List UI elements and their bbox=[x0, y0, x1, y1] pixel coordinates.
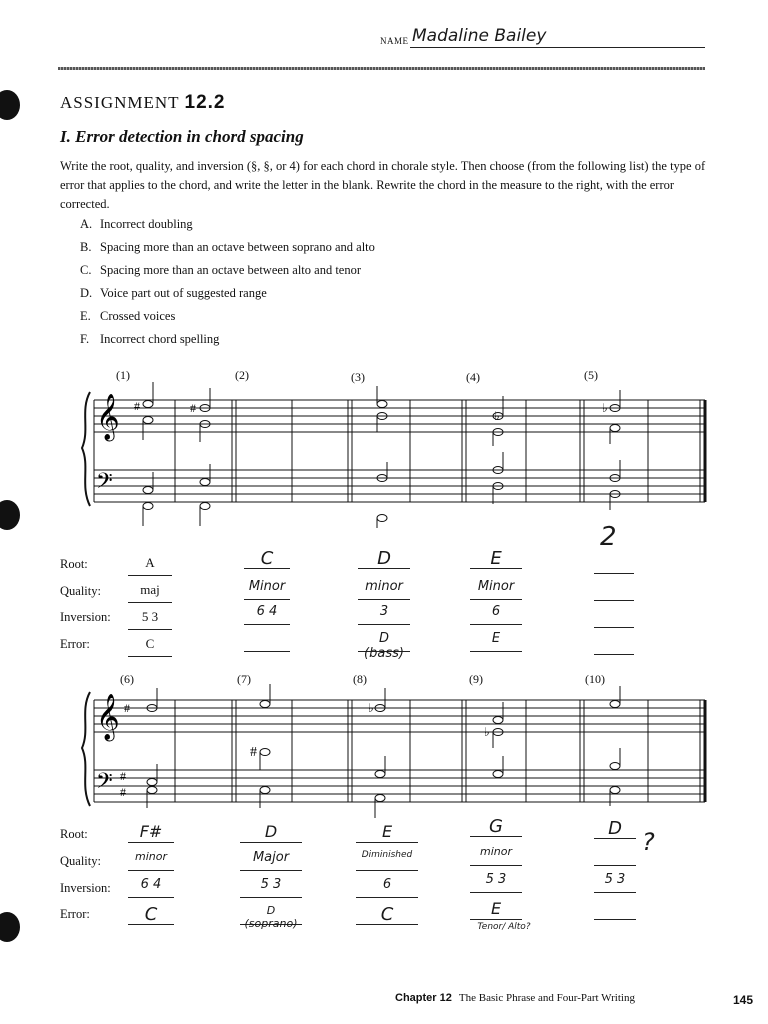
root-blank[interactable]: G bbox=[470, 816, 522, 837]
binder-hole bbox=[0, 500, 20, 530]
section-title: I. Error detection in chord spacing bbox=[60, 127, 304, 146]
assignment-title bbox=[60, 92, 226, 114]
grand-staff-system-2 bbox=[80, 680, 710, 830]
answer-column-5 bbox=[594, 553, 634, 655]
root-blank[interactable]: D bbox=[358, 548, 410, 569]
measure-number-2: (2) bbox=[235, 368, 249, 382]
inversion-label-1: Inversion: bbox=[60, 610, 111, 624]
root-blank[interactable]: E bbox=[356, 822, 418, 843]
instructions: Write the root, quality, and inversion (§, §, or 4) for each chord in chorale style. Then choose (from the following list) the type of error that applies to the chord, and write the letter in the blank. Rewrite the chord in the measure to the right, with the error corrected. bbox=[60, 159, 706, 211]
flat: ♭ bbox=[484, 725, 490, 739]
error-type-d: D. Voice part out of suggested range bbox=[80, 286, 267, 300]
inversion-blank[interactable]: 3 bbox=[358, 604, 410, 625]
error-blank[interactable]: D (soprano) bbox=[240, 904, 302, 925]
binder-hole bbox=[0, 90, 20, 120]
answer-column-6 bbox=[128, 822, 174, 925]
measure-number-1: (1) bbox=[116, 368, 130, 382]
bass-clef: 𝄢 bbox=[96, 769, 113, 798]
page-number: 145 bbox=[733, 993, 754, 1007]
inversion-blank[interactable]: 5 3 bbox=[594, 872, 636, 893]
error-label-2: Error: bbox=[60, 907, 90, 921]
sharp: # bbox=[124, 701, 130, 715]
sharp: # bbox=[190, 401, 196, 415]
error-type-f: F. Incorrect chord spelling bbox=[80, 332, 220, 346]
handwritten-note: Tenor/ Alto? bbox=[477, 922, 531, 932]
sharp: # bbox=[120, 785, 126, 799]
inversion-label-2: Inversion: bbox=[60, 881, 111, 895]
measure-number-7: (7) bbox=[237, 672, 251, 686]
answer-column-10 bbox=[594, 818, 636, 920]
name-value: Madaline Bailey bbox=[412, 26, 547, 46]
root-blank[interactable] bbox=[594, 553, 634, 574]
error-type-e: E. Crossed voices bbox=[80, 309, 176, 323]
error-blank[interactable]: C bbox=[128, 904, 174, 925]
measure-number-3: (3) bbox=[351, 370, 365, 384]
quality-blank[interactable]: minor bbox=[358, 579, 410, 600]
error-blank[interactable]: E bbox=[470, 631, 522, 652]
error-blank[interactable]: C bbox=[356, 904, 418, 925]
flat: ♭ bbox=[368, 701, 374, 715]
sharp: # bbox=[134, 399, 140, 413]
root-blank[interactable]: E bbox=[470, 548, 522, 569]
measure-number-5: (5) bbox=[584, 368, 598, 382]
error-label-1: Error: bbox=[60, 637, 90, 651]
answer-column-7 bbox=[240, 822, 302, 930]
quality-blank[interactable] bbox=[594, 845, 636, 866]
quality-blank[interactable]: minor bbox=[470, 845, 522, 866]
assignment-label: ASSIGNMENT bbox=[60, 93, 180, 112]
name-line bbox=[410, 47, 705, 48]
bass-clef: 𝄢 bbox=[96, 469, 113, 498]
root-blank[interactable]: D bbox=[594, 818, 636, 839]
handwritten-note: 2 bbox=[600, 522, 617, 552]
name-label: NAME bbox=[380, 36, 409, 46]
answer-column-3 bbox=[358, 548, 410, 661]
quality-label-2: Quality: bbox=[60, 854, 101, 868]
inversion-blank[interactable]: 5 3 bbox=[128, 609, 172, 630]
measure-number-9: (9) bbox=[469, 672, 483, 686]
answer-column-4 bbox=[470, 548, 522, 652]
treble-clef: 𝄞 bbox=[96, 394, 120, 439]
error-type-list bbox=[80, 217, 375, 355]
assignment-number: 12.2 bbox=[184, 92, 226, 113]
error-type-b: B. Spacing more than an octave between soprano and alto bbox=[80, 240, 375, 254]
inversion-blank[interactable]: 5 3 bbox=[240, 877, 302, 898]
error-blank[interactable] bbox=[594, 899, 636, 920]
inversion-blank[interactable] bbox=[594, 607, 634, 628]
root-blank[interactable]: D bbox=[240, 822, 302, 843]
quality-blank[interactable]: Major bbox=[240, 850, 302, 871]
inversion-blank[interactable]: 6 bbox=[470, 604, 522, 625]
answer-column-8 bbox=[356, 822, 418, 925]
measure-number-8: (8) bbox=[353, 672, 367, 686]
measure-number-6: (6) bbox=[120, 672, 134, 686]
inversion-blank[interactable]: 6 4 bbox=[128, 877, 174, 898]
grand-staff-system-1 bbox=[80, 380, 710, 530]
sharp: # bbox=[120, 769, 126, 783]
quality-blank[interactable]: Minor bbox=[244, 579, 290, 600]
quality-blank[interactable]: maj bbox=[128, 582, 172, 603]
inversion-blank[interactable]: 6 4 bbox=[244, 604, 290, 625]
error-blank[interactable]: D (bass) bbox=[358, 631, 410, 652]
root-label-2: Root: bbox=[60, 827, 88, 841]
quality-blank[interactable]: minor bbox=[128, 850, 174, 871]
inversion-blank[interactable]: 6 bbox=[356, 877, 418, 898]
error-type-a: A. Incorrect doubling bbox=[80, 217, 193, 231]
answer-column-9 bbox=[470, 816, 522, 920]
error-blank[interactable]: E bbox=[470, 899, 522, 920]
header-rule bbox=[58, 67, 705, 70]
binder-hole bbox=[0, 912, 20, 942]
footer-chapter: Chapter 12 The Basic Phrase and Four-Part Writing bbox=[395, 992, 635, 1004]
treble-clef: 𝄞 bbox=[96, 694, 120, 739]
root-blank[interactable]: A bbox=[128, 555, 172, 576]
error-blank[interactable]: C bbox=[128, 636, 172, 657]
flat: ♭ bbox=[494, 409, 500, 423]
measure-number-4: (4) bbox=[466, 370, 480, 384]
root-blank[interactable]: C bbox=[244, 548, 290, 569]
quality-blank[interactable]: Minor bbox=[470, 579, 522, 600]
quality-blank[interactable] bbox=[594, 580, 634, 601]
quality-label-1: Quality: bbox=[60, 584, 101, 598]
sharp: # bbox=[250, 745, 257, 760]
error-blank[interactable] bbox=[244, 631, 290, 652]
error-blank[interactable] bbox=[594, 634, 634, 655]
answer-column-1 bbox=[128, 555, 172, 657]
flat: ♭ bbox=[602, 401, 608, 415]
inversion-blank[interactable]: 5 3 bbox=[470, 872, 522, 893]
root-label-1: Root: bbox=[60, 557, 88, 571]
root-blank[interactable]: F# bbox=[128, 822, 174, 843]
error-type-c: C. Spacing more than an octave between alto and tenor bbox=[80, 263, 362, 277]
quality-blank[interactable]: Diminished bbox=[356, 850, 418, 871]
answer-column-2 bbox=[244, 548, 290, 652]
handwritten-note: ? bbox=[642, 828, 655, 856]
measure-number-10: (10) bbox=[585, 672, 605, 686]
